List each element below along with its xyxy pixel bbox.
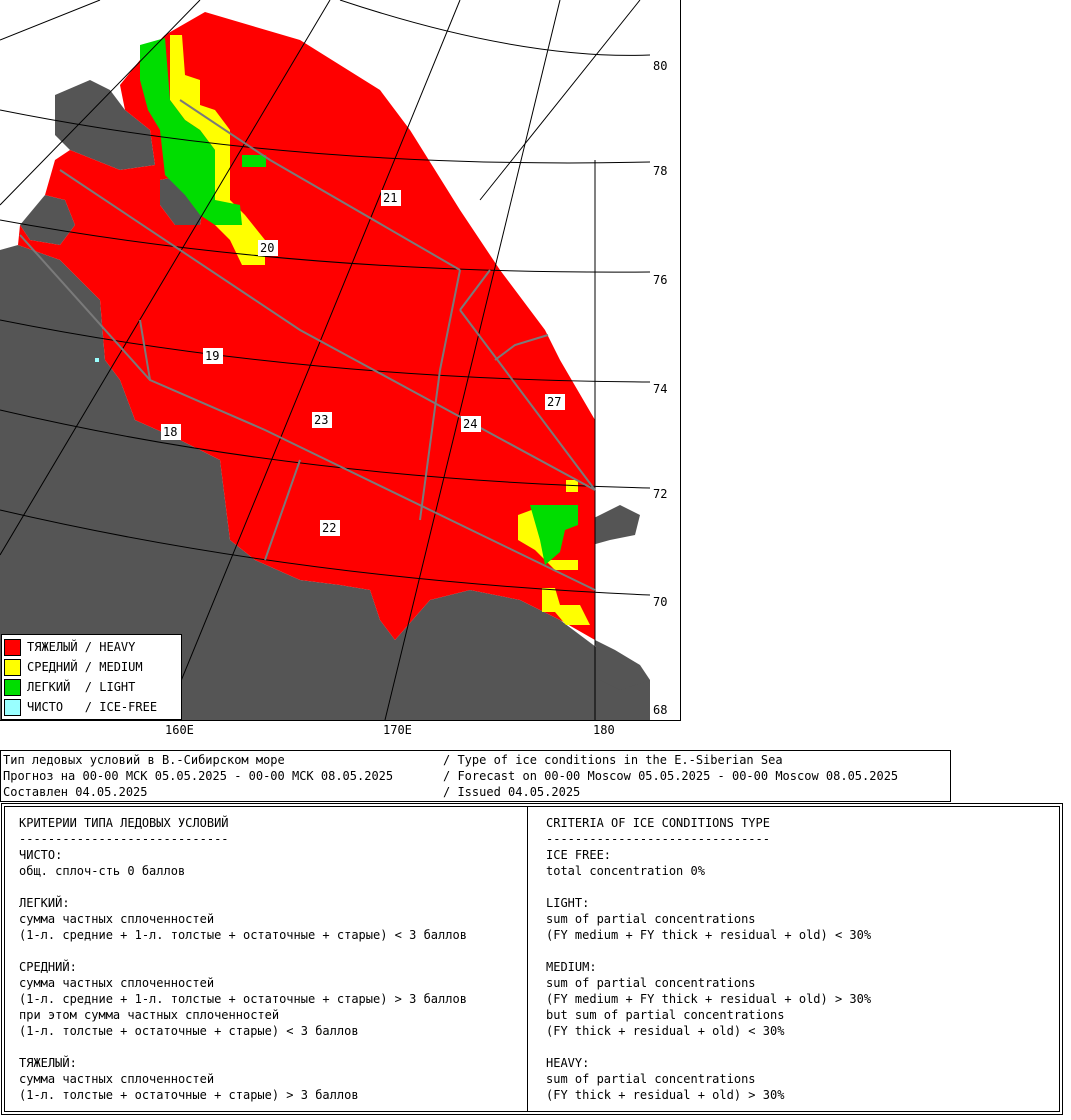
lat-label-74: 74 bbox=[653, 382, 668, 396]
legend-label-medium: СРЕДНИЙ / MEDIUM bbox=[27, 660, 143, 674]
lat-line-80 bbox=[340, 0, 650, 55]
lat-label-72: 72 bbox=[653, 487, 668, 501]
legend-row-heavy bbox=[4, 638, 135, 656]
lat-label-76: 76 bbox=[653, 273, 668, 287]
lat-label-80: 80 bbox=[653, 59, 668, 73]
info-ru-issued: Составлен 04.05.2025 bbox=[3, 785, 148, 799]
lat-label-70: 70 bbox=[653, 595, 668, 609]
criteria-box bbox=[1, 803, 1063, 1115]
lon-line-175 bbox=[480, 0, 640, 200]
criteria-inner bbox=[4, 806, 1060, 1112]
light-ice-patch bbox=[242, 155, 266, 167]
map-info-box bbox=[0, 750, 951, 802]
region-label-18: 18 bbox=[163, 425, 178, 439]
region-label-27: 27 bbox=[547, 395, 562, 409]
map-legend bbox=[1, 634, 182, 720]
lon-label-160e: 160E bbox=[165, 723, 194, 737]
land-island-east bbox=[590, 505, 640, 545]
legend-row-light bbox=[4, 678, 135, 696]
lon-line-150 bbox=[0, 0, 100, 40]
region-label-22: 22 bbox=[322, 521, 337, 535]
criteria-divider bbox=[527, 807, 528, 1111]
region-label-21: 21 bbox=[383, 191, 398, 205]
lon-label-180: 180 bbox=[593, 723, 615, 737]
legend-swatch-medium bbox=[4, 659, 21, 676]
info-ru-title: Тип ледовых условий в В.-Сибирском море bbox=[3, 753, 285, 767]
ice-free-spot bbox=[95, 358, 99, 362]
map-canvas bbox=[0, 0, 680, 720]
legend-label-light: ЛЕГКИЙ / LIGHT bbox=[27, 680, 136, 694]
info-ru-forecast: Прогноз на 00-00 МСК 05.05.2025 - 00-00 МСК 08.05.2025 bbox=[3, 769, 394, 783]
lat-label-68: 68 bbox=[653, 703, 668, 717]
lat-label-78: 78 bbox=[653, 164, 668, 178]
info-en-forecast: / Forecast on 00-00 Moscow 05.05.2025 - 00-00 Moscow 08.05.2025 bbox=[443, 769, 899, 783]
legend-row-medium bbox=[4, 658, 143, 676]
legend-label-ice-free: ЧИСТО / ICE-FREE bbox=[27, 700, 158, 714]
region-label-19: 19 bbox=[205, 349, 220, 363]
info-en-issued: / Issued 04.05.2025 bbox=[443, 785, 581, 799]
legend-swatch-heavy bbox=[4, 639, 21, 656]
legend-swatch-ice-free bbox=[4, 699, 21, 716]
region-label-23: 23 bbox=[314, 413, 329, 427]
ice-map bbox=[0, 0, 681, 721]
region-label-20: 20 bbox=[260, 241, 275, 255]
region-label-24: 24 bbox=[463, 417, 478, 431]
info-en-title: / Type of ice conditions in the E.-Siberian Sea bbox=[443, 753, 783, 767]
legend-swatch-light bbox=[4, 679, 21, 696]
legend-label-heavy: ТЯЖЕЛЫЙ / HEAVY bbox=[27, 640, 136, 654]
criteria-ru: КРИТЕРИИ ТИПА ЛЕДОВЫХ УСЛОВИЙ ----------------------------- ЧИСТО: общ. сплоч-сть 0 баллов ЛЕГКИЙ: сумма частных сплоченностей (1-л. средние + 1-л. толстые + остаточные + старые) < 3 баллов СРЕДНИЙ: сумма частных сплоченностей (1-л. средние + 1-л. толстые + остаточные + старые) > 3 баллов при этом сумма частных сплоченностей (1-л. толстые + остаточные + старые) < 3 баллов ТЯЖЕЛЫЙ: сумма частных сплоченностей (1-л. толстые + остаточные + старые) > 3 баллов bbox=[19, 816, 467, 1102]
lon-label-170e: 170E bbox=[383, 723, 412, 737]
criteria-en: CRITERIA OF ICE CONDITIONS TYPE ------------------------------- ICE FREE: total concentration 0% LIGHT: sum of partial concentrations (FY medium + FY thick + residual + old) < 30% MEDIUM: sum of partial concentrations (FY medium + FY thick + residual + old) > 30% but sum of partial concentrations (FY thick + residual + old) < 30% HEAVY: sum of partial concentrations (FY thick + residual + old) > 30% bbox=[546, 816, 872, 1102]
legend-row-ice-free bbox=[4, 698, 157, 716]
